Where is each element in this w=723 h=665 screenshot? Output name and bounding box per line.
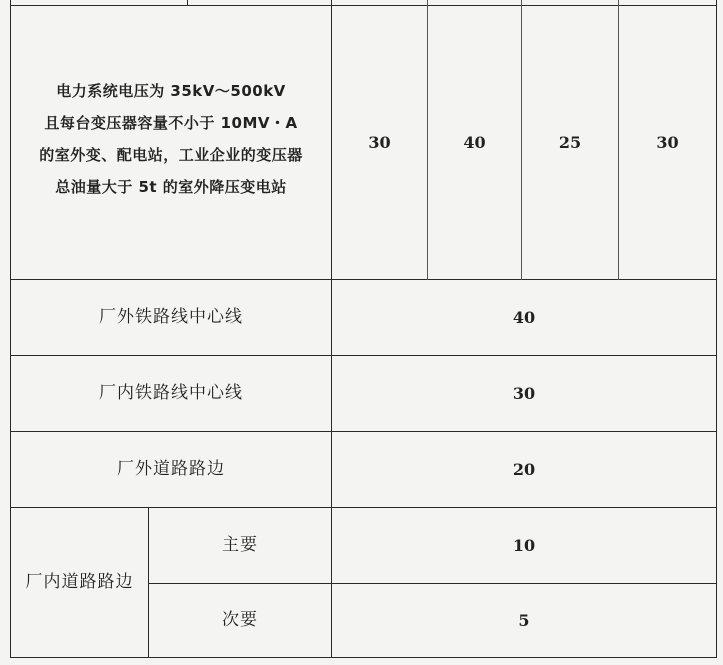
rail-outside-value: 40 xyxy=(512,307,536,327)
road-inside-main-label: 主要 xyxy=(222,535,258,555)
rail-inside-label: 厂内铁路线中心线 xyxy=(99,383,243,403)
road-outside-value: 20 xyxy=(512,459,536,479)
road-outside-label: 厂外道路路边 xyxy=(117,459,225,479)
table-rule xyxy=(10,657,717,658)
power-station-label-line: 且每台变压器容量不小于 10MV・A xyxy=(44,114,298,132)
power-value-1: 30 xyxy=(368,132,391,152)
power-station-label xyxy=(11,75,331,203)
road-inside-secondary-value: 5 xyxy=(518,610,530,630)
power-value-2: 40 xyxy=(463,132,486,152)
road-inside-main-value: 10 xyxy=(512,535,536,555)
power-value-4: 30 xyxy=(656,132,679,152)
power-station-label-line: 总油量大于 5t 的室外降压变电站 xyxy=(55,178,287,196)
power-station-label-line: 的室外变、配电站，工业企业的变压器 xyxy=(39,146,303,164)
road-inside-label: 厂内道路路边 xyxy=(25,572,134,592)
road-inside-secondary-label: 次要 xyxy=(222,610,258,630)
rail-inside-value: 30 xyxy=(512,383,536,403)
table-rule xyxy=(716,0,717,658)
rail-outside-label: 厂外铁路线中心线 xyxy=(99,307,243,327)
power-station-label-line: 电力系统电压为 35kV～500kV xyxy=(56,82,286,100)
power-value-3: 25 xyxy=(558,132,582,152)
table-rule xyxy=(187,0,188,6)
